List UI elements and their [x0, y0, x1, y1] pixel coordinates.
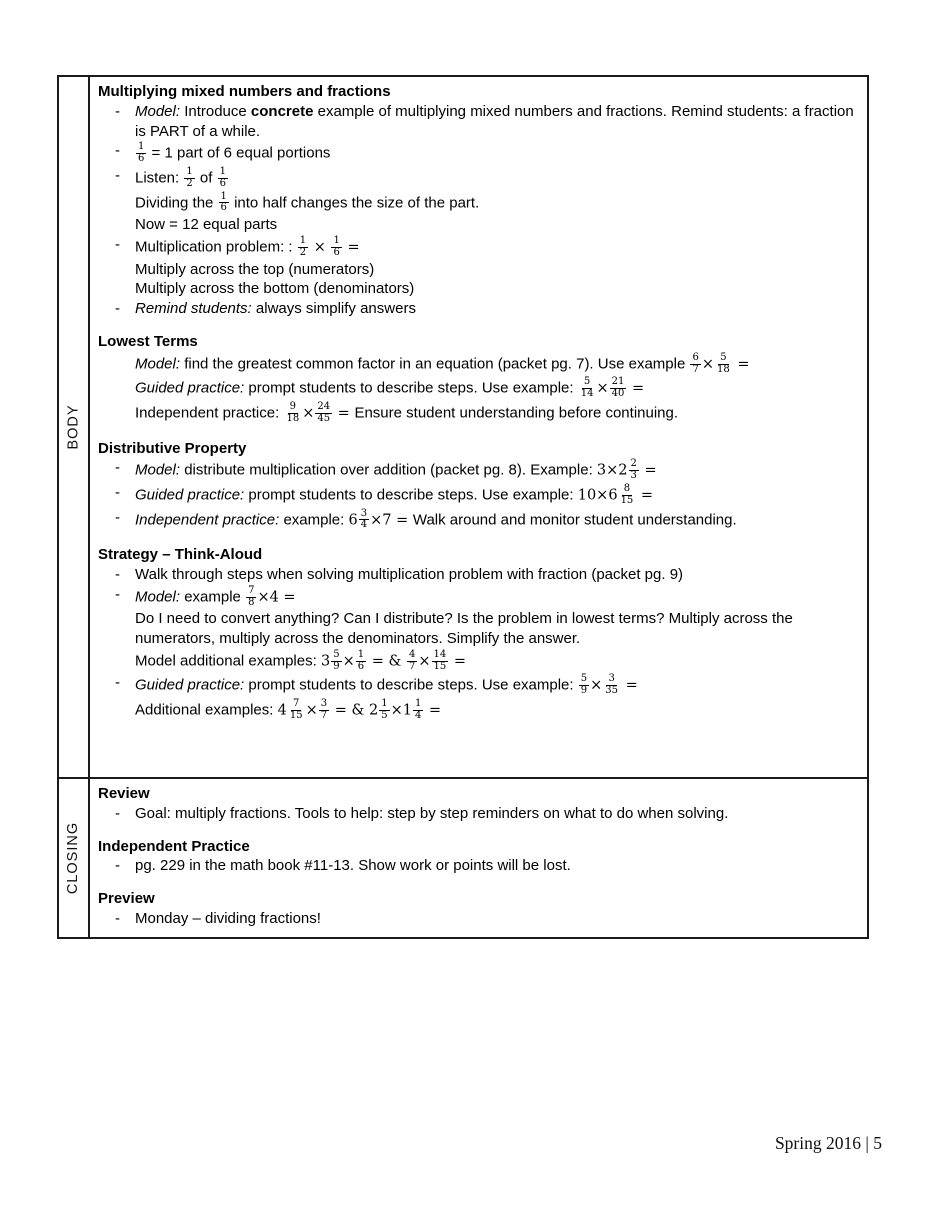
math-text-run: =: [333, 405, 355, 422]
fraction-denominator: 3: [630, 470, 637, 482]
italic-text-run: Independent practice:: [135, 510, 280, 528]
list-item: [98, 673, 857, 698]
fraction: [579, 377, 596, 400]
fraction-numerator: 14: [433, 648, 447, 660]
bullet-dash: -: [115, 102, 120, 120]
text-run: Model additional examples:: [135, 652, 321, 670]
math-text-run: = & 2: [330, 702, 379, 719]
fraction: [331, 650, 341, 673]
fraction-denominator: 7: [320, 709, 328, 721]
section-heading: Preview: [98, 890, 155, 908]
math-text-run: =: [621, 677, 638, 694]
continuation-line: [98, 191, 857, 216]
math-text-run: =: [639, 462, 657, 479]
section: [98, 837, 857, 877]
continuation-line: [98, 401, 857, 426]
fraction-numerator: 5: [720, 351, 727, 363]
text-run: pg. 229 in the math book #11-13. Show work or points will be lost.: [135, 857, 571, 875]
math-text-run: 3: [320, 653, 331, 670]
math-text-run: =: [342, 239, 360, 256]
fraction-numerator: 1: [138, 141, 145, 153]
italic-text-run: Guided practice:: [135, 486, 245, 504]
italic-text-run: Model:: [135, 355, 181, 373]
continuation-line: [98, 260, 857, 280]
italic-text-run: Guided practice:: [135, 676, 245, 694]
text-run: distribute multiplication over addition (packet pg. 8). Example:: [180, 461, 597, 479]
bullet-dash: -: [115, 674, 120, 692]
bullet-dash: -: [115, 459, 120, 477]
text-run: Listen:: [135, 169, 184, 187]
bullet-dash: -: [115, 508, 120, 526]
fraction-denominator: 40: [611, 388, 625, 400]
section: [98, 545, 857, 723]
fraction-numerator: 7: [293, 698, 300, 710]
text-run: prompt students to describe steps. Use example:: [244, 379, 578, 397]
fraction-numerator: 1: [299, 234, 307, 246]
list-item: [98, 141, 857, 166]
text-run: into half changes the size of the part.: [229, 193, 480, 211]
list-item: [98, 235, 857, 260]
text-run: always simplify answers: [251, 300, 416, 318]
fraction: [610, 377, 627, 400]
text-run: Additional examples:: [135, 701, 278, 719]
section: [98, 784, 857, 824]
fraction-numerator: 5: [583, 376, 591, 388]
section: [98, 332, 857, 426]
text-run: Monday – dividing fractions!: [135, 909, 321, 927]
fraction: [579, 674, 589, 697]
fraction-numerator: 21: [611, 376, 625, 388]
section-heading: Distributive Property: [98, 439, 247, 457]
continuation-line: [98, 649, 857, 674]
list-item: [98, 585, 857, 610]
fraction-numerator: 9: [289, 400, 296, 412]
fraction: [319, 699, 329, 722]
italic-text-run: Model:: [135, 461, 181, 479]
math-text-run: ×: [596, 380, 609, 397]
text-run: Now = 12 equal parts: [135, 216, 278, 234]
math-text-run: ×: [342, 653, 355, 670]
bullet-dash: -: [115, 909, 120, 927]
continuation-line: [98, 215, 857, 235]
bullet-dash: -: [115, 142, 120, 160]
row-label-cell: [59, 779, 90, 937]
row-label-cell: [59, 77, 90, 777]
fraction: [184, 167, 194, 190]
fraction-denominator: 35: [605, 685, 618, 697]
fraction: [413, 699, 423, 722]
list-item: [98, 299, 857, 319]
section: [98, 82, 857, 319]
math-text-run: ×: [590, 677, 603, 694]
fraction-denominator: 8: [248, 596, 255, 608]
italic-text-run: Model:: [135, 102, 181, 120]
italic-text-run: Remind students:: [135, 300, 252, 318]
math-text-run: =: [424, 702, 442, 719]
fraction: [379, 699, 389, 722]
math-text-run: 3×2: [596, 462, 628, 479]
fraction: [298, 236, 308, 259]
row-label: CLOSING: [65, 821, 82, 895]
fraction-numerator: 2: [630, 458, 637, 470]
fraction-numerator: 24: [317, 400, 331, 412]
fraction-denominator: 6: [219, 177, 226, 189]
continuation-line: [98, 352, 857, 377]
italic-text-run: Guided practice:: [135, 379, 245, 397]
row-content-cell: [90, 77, 867, 777]
text-run: Walk through steps when solving multiplication problem with fraction (packet pg. 9): [135, 565, 684, 583]
fraction-numerator: 4: [408, 648, 416, 660]
continuation-line: [98, 609, 857, 649]
bullet-dash: -: [115, 804, 120, 822]
fraction-denominator: 6: [220, 202, 227, 214]
text-run: Multiply across the bottom (denominators): [135, 280, 415, 298]
fraction-numerator: 1: [219, 165, 226, 177]
section-heading: Multiplying mixed numbers and fractions: [98, 83, 391, 100]
text-run: Goal: multiply fractions. Tools to help: step by step reminders on what to do when solving.: [135, 804, 729, 822]
fraction-numerator: 5: [333, 648, 340, 660]
text-run: Ensure student understanding before continuing.: [354, 404, 679, 422]
fraction: [619, 484, 636, 507]
math-text-run: =: [449, 653, 467, 670]
fraction-denominator: 14: [580, 388, 594, 400]
fraction-denominator: 15: [620, 494, 634, 506]
fraction-denominator: 9: [333, 660, 340, 672]
fraction: [218, 167, 228, 190]
bullet-dash: -: [115, 235, 120, 253]
list-item: [98, 483, 857, 508]
math-text-run: =: [627, 380, 645, 397]
text-run: Walk around and monitor student understanding.: [412, 510, 737, 528]
fraction-numerator: 3: [608, 673, 615, 685]
fraction-denominator: 6: [333, 246, 340, 258]
bullet-dash: -: [115, 300, 120, 318]
fraction-numerator: 1: [220, 190, 227, 202]
fraction-numerator: 3: [320, 698, 328, 710]
math-text-run: ×: [309, 239, 331, 256]
math-text-run: ×4 =: [257, 588, 296, 605]
fraction-numerator: 6: [692, 351, 699, 363]
text-run: prompt students to describe steps. Use example:: [244, 676, 578, 694]
fraction-numerator: 3: [360, 507, 368, 519]
fraction: [288, 699, 305, 722]
fraction-denominator: 4: [360, 519, 368, 531]
section-heading: Strategy – Think-Aloud: [98, 546, 263, 564]
fraction-denominator: 7: [408, 660, 416, 672]
math-text-run: ×: [305, 702, 318, 719]
bullet-dash: -: [115, 857, 120, 875]
math-text-run: 10×6: [577, 487, 618, 504]
fraction-denominator: 6: [138, 153, 145, 165]
fraction: [432, 650, 449, 673]
fraction-numerator: 5: [580, 673, 588, 685]
fraction-denominator: 4: [414, 709, 422, 721]
text-run: example of multiplying mixed numbers and fractions. Remind students: a fraction is PART of a while.: [135, 102, 854, 140]
math-text-run: 4: [277, 702, 287, 719]
fraction: [629, 459, 639, 482]
fraction-denominator: 9: [580, 685, 588, 697]
fraction-denominator: 5: [381, 709, 388, 721]
fraction: [407, 650, 417, 673]
list-item: [98, 166, 857, 191]
section-heading: Review: [98, 785, 150, 802]
table-row-closing: [59, 779, 867, 937]
list-item: [98, 909, 857, 929]
math-text-run: =: [636, 487, 654, 504]
text-run: example:: [279, 510, 349, 528]
text-run: = 1 part of 6 equal portions: [147, 144, 331, 162]
page-footer: [775, 1133, 882, 1154]
fraction: [356, 650, 366, 673]
fraction-numerator: 1: [357, 648, 365, 660]
fraction-numerator: 7: [248, 584, 255, 596]
text-run: Multiply across the top (numerators): [135, 260, 375, 278]
math-text-run: =: [732, 356, 750, 373]
math-text-run: 6: [348, 511, 358, 528]
italic-text-run: Model:: [135, 587, 181, 605]
continuation-line: [98, 376, 857, 401]
bullet-dash: -: [115, 483, 120, 501]
text-run: of: [195, 169, 217, 187]
text-run: prompt students to describe steps. Use example:: [244, 486, 578, 504]
fraction-denominator: 15: [289, 709, 303, 721]
fraction: [359, 509, 369, 532]
fraction: [315, 402, 332, 425]
fraction-numerator: 1: [333, 234, 340, 246]
fraction-denominator: 2: [299, 246, 307, 258]
fraction: [284, 402, 301, 425]
fraction: [715, 353, 732, 376]
fraction-denominator: 18: [717, 363, 730, 375]
fraction-denominator: 45: [317, 412, 331, 424]
row-content-cell: [90, 779, 867, 937]
text-run: Introduce: [180, 102, 251, 120]
fraction-denominator: 15: [433, 660, 447, 672]
fraction-numerator: 1: [381, 698, 388, 710]
continuation-line: [98, 279, 857, 299]
bullet-dash: -: [115, 565, 120, 583]
math-text-run: ×7 =: [370, 511, 413, 528]
bullet-dash: -: [115, 166, 120, 184]
text-run: find the greatest common factor in an equation (packet pg. 7). Use example: [180, 355, 690, 373]
lesson-plan-table: [57, 75, 869, 939]
list-item: [98, 508, 857, 533]
section-heading: Independent Practice: [98, 837, 250, 855]
fraction: [246, 586, 256, 609]
fraction-denominator: 7: [692, 363, 699, 375]
table-row-body: [59, 77, 867, 779]
fraction: [690, 353, 700, 376]
continuation-line: [98, 698, 857, 723]
fraction: [603, 674, 620, 697]
section-heading: Lowest Terms: [98, 332, 198, 350]
fraction-denominator: 2: [186, 177, 193, 189]
text-run: Independent practice:: [135, 404, 284, 422]
bullet-dash: -: [115, 585, 120, 603]
list-item: [98, 856, 857, 876]
text-run: example: [180, 587, 246, 605]
section: [98, 439, 857, 533]
list-item: [98, 804, 857, 824]
fraction: [331, 236, 341, 259]
fraction-numerator: 8: [623, 482, 631, 494]
text-run: Multiplication problem: :: [135, 238, 297, 256]
fraction-denominator: 6: [357, 660, 365, 672]
math-text-run: ×1: [390, 702, 412, 719]
footer-text: Spring 2016 | 5: [774, 1133, 882, 1153]
row-label: BODY: [65, 404, 82, 450]
list-item: [98, 458, 857, 483]
list-item: [98, 102, 857, 142]
math-text-run: ×: [302, 405, 315, 422]
section: [98, 889, 857, 929]
fraction-numerator: 1: [414, 698, 422, 710]
bold-text-run: concrete: [250, 102, 314, 120]
fraction-denominator: 18: [286, 412, 300, 424]
math-text-run: ×: [701, 356, 715, 373]
list-item: [98, 565, 857, 585]
text-run: Do I need to convert anything? Can I distribute? Is the problem in lowest terms? Multiply across the numerators, multiply across the denominators. Simplify the answer.: [135, 610, 793, 648]
fraction-numerator: 1: [186, 165, 193, 177]
fraction: [136, 142, 146, 165]
math-text-run: ×: [418, 653, 431, 670]
fraction: [219, 192, 229, 215]
math-text-run: = &: [367, 653, 406, 670]
text-run: Dividing the: [135, 193, 218, 211]
